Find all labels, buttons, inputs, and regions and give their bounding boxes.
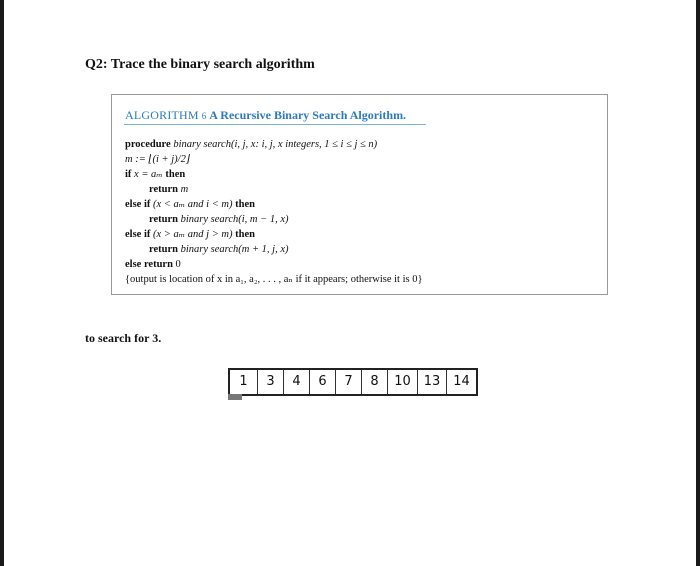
question-title: Q2: Trace the binary search algorithm — [85, 57, 315, 72]
algorithm-number: 6 — [201, 111, 207, 121]
code-line: m := ⌊(i + j)/2⌋ — [125, 154, 190, 165]
array-shadow-mark — [228, 394, 242, 400]
search-instruction: to search for 3. — [85, 331, 162, 345]
array-cell: 4 — [284, 370, 310, 394]
array-strip — [228, 368, 478, 396]
algorithm-name: A Recursive Binary Search Algorithm. — [209, 108, 407, 122]
code-line: else if (x < aₘ and i < m) then — [125, 199, 255, 210]
code-line: else return 0 — [125, 259, 181, 270]
algorithm-label: ALGORITHM — [125, 108, 199, 122]
array-cell: 8 — [362, 370, 388, 394]
code-line: return binary search(m + 1, j, x) — [149, 244, 289, 255]
code-line: if x = aₘ then — [125, 169, 186, 180]
right-edge-bar — [696, 0, 700, 566]
left-edge-bar — [0, 0, 4, 566]
array-cell: 10 — [388, 370, 418, 394]
array-cell: 7 — [336, 370, 362, 394]
code-line: {output is location of x in a₁, a₂, . . . , aₙ if it appears; otherwise it is 0} — [125, 274, 423, 285]
array-cell: 6 — [310, 370, 336, 394]
array-cell: 13 — [418, 370, 447, 394]
algorithm-title — [125, 108, 406, 123]
code-line: return m — [149, 184, 189, 195]
code-line: return binary search(i, m − 1, x) — [149, 214, 289, 225]
algorithm-box — [111, 94, 608, 295]
array-cell: 3 — [258, 370, 284, 394]
algorithm-code — [125, 137, 423, 287]
code-line: procedure binary search(i, j, x: i, j, x integers, 1 ≤ i ≤ j ≤ n) — [125, 139, 378, 150]
array-cell: 1 — [230, 370, 258, 394]
algorithm-title-rule — [124, 124, 426, 125]
code-line: else if (x > aₘ and j > m) then — [125, 229, 255, 240]
array-cell: 14 — [453, 374, 470, 389]
